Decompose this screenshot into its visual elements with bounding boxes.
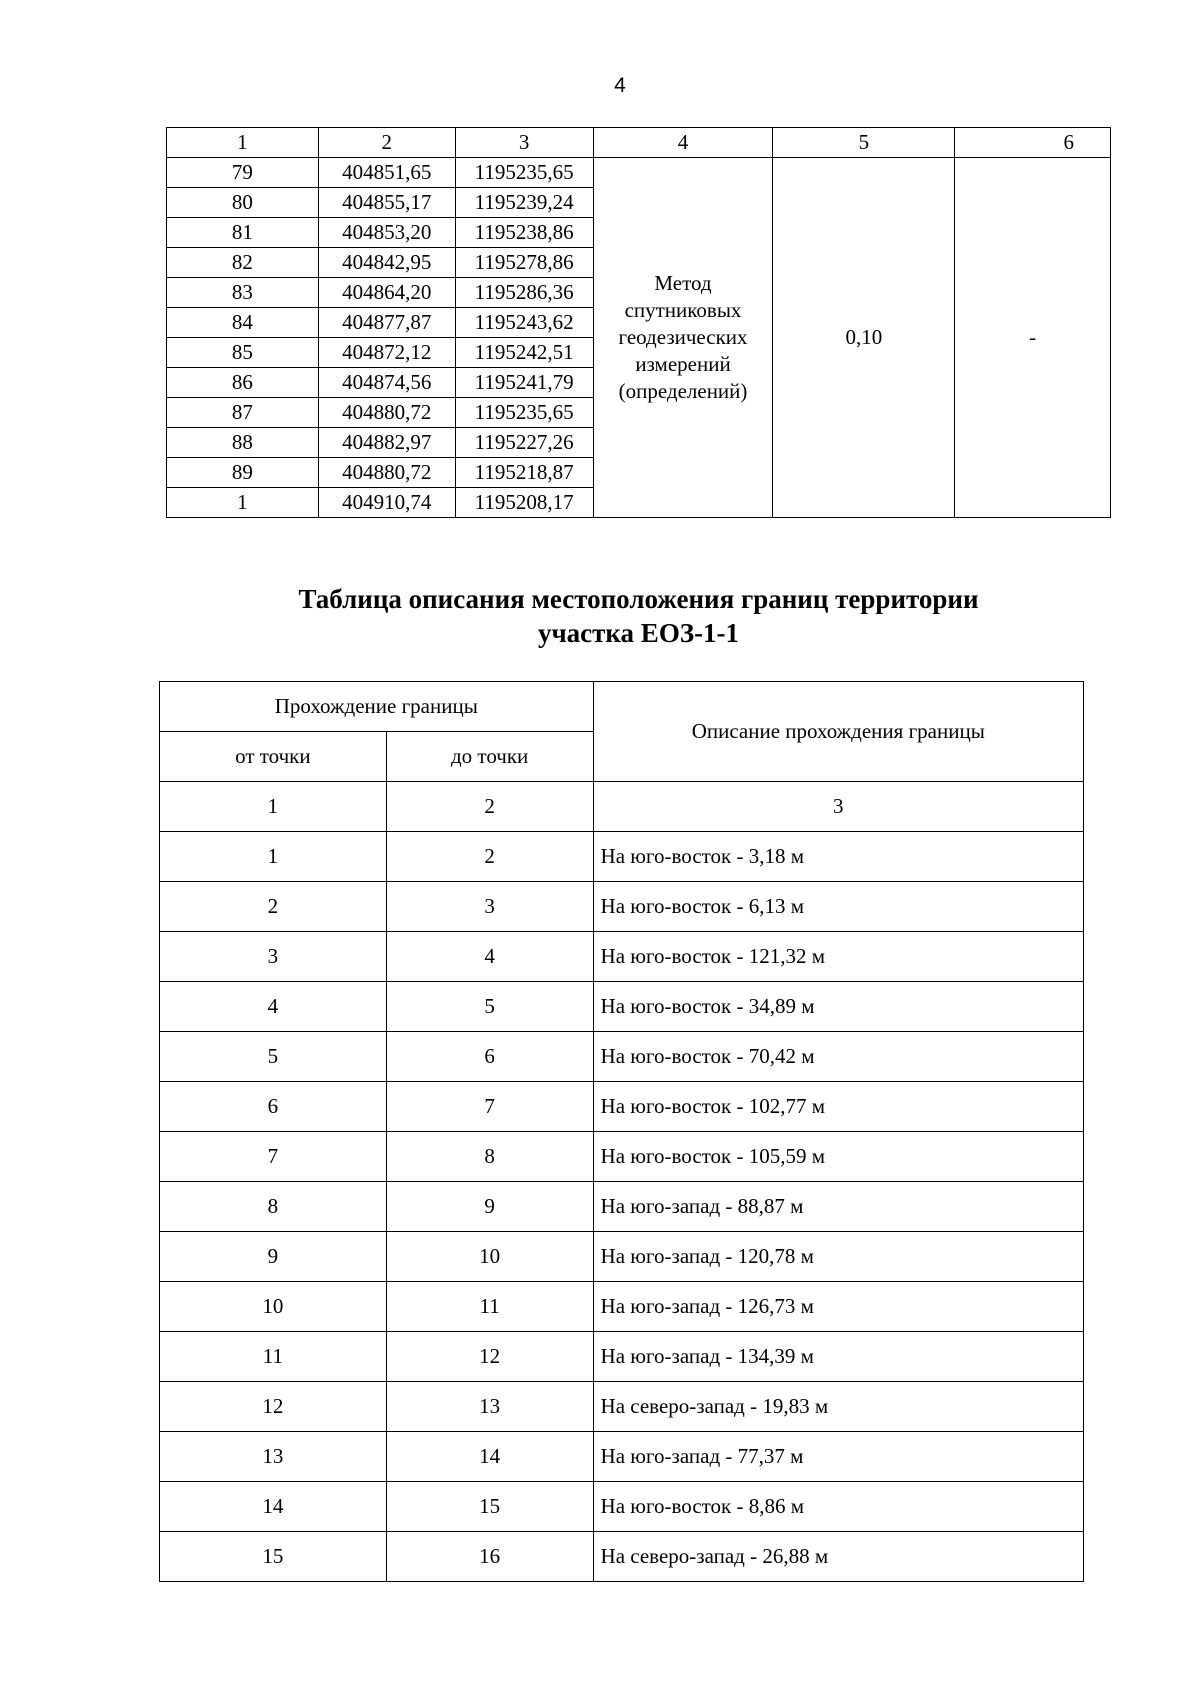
boundary-description: На юго-восток - 121,32 м [593, 932, 1083, 982]
point-number: 85 [167, 338, 319, 368]
from-point: 7 [160, 1132, 387, 1182]
to-point: 14 [386, 1432, 593, 1482]
to-point: 15 [386, 1482, 593, 1532]
x-coordinate: 404872,12 [318, 338, 455, 368]
y-coordinate: 1195218,87 [455, 458, 593, 488]
from-point: 6 [160, 1082, 387, 1132]
boundary-description: На юго-восток - 34,89 м [593, 982, 1083, 1032]
from-point: 4 [160, 982, 387, 1032]
boundary-description: На юго-восток - 8,86 м [593, 1482, 1083, 1532]
boundary-description: На юго-восток - 3,18 м [593, 832, 1083, 882]
column-number: 6 [955, 128, 1111, 158]
to-point: 3 [386, 882, 593, 932]
boundary-description: На юго-запад - 88,87 м [593, 1182, 1083, 1232]
to-point: 7 [386, 1082, 593, 1132]
title-line-1: Таблица описания местоположения границ территории [298, 584, 979, 614]
boundary-row [160, 1182, 1084, 1232]
x-coordinate: 404877,87 [318, 308, 455, 338]
point-number: 1 [167, 488, 319, 518]
method-line: спутниковых [624, 298, 742, 322]
x-coordinate: 404880,72 [318, 458, 455, 488]
point-number: 80 [167, 188, 319, 218]
boundary-description: На юго-восток - 70,42 м [593, 1032, 1083, 1082]
method-line: геодезических [618, 325, 748, 349]
y-coordinate: 1195238,86 [455, 218, 593, 248]
coordinates-table [166, 127, 1111, 518]
from-point: 9 [160, 1232, 387, 1282]
to-point-header: до точки [386, 732, 593, 782]
title-line-2: участка ЕОЗ-1-1 [537, 618, 740, 648]
to-point: 4 [386, 932, 593, 982]
boundary-row [160, 1032, 1084, 1082]
to-point: 16 [386, 1532, 593, 1582]
y-coordinate: 1195278,86 [455, 248, 593, 278]
coordinates-header-row [167, 128, 1111, 158]
point-number: 86 [167, 368, 319, 398]
boundary-description: На юго-запад - 77,37 м [593, 1432, 1083, 1482]
y-coordinate: 1195241,79 [455, 368, 593, 398]
column-number: 3 [593, 782, 1083, 832]
method-line: Метод [654, 271, 712, 295]
from-point: 10 [160, 1282, 387, 1332]
y-coordinate: 1195227,26 [455, 428, 593, 458]
boundary-description: На юго-восток - 105,59 м [593, 1132, 1083, 1182]
coordinate-row [167, 158, 1111, 188]
y-coordinate: 1195242,51 [455, 338, 593, 368]
boundary-row [160, 1532, 1084, 1582]
from-point: 14 [160, 1482, 387, 1532]
to-point: 13 [386, 1382, 593, 1432]
x-coordinate: 404855,17 [318, 188, 455, 218]
method-line: (определений) [618, 379, 748, 403]
boundary-row [160, 1132, 1084, 1182]
boundary-row [160, 982, 1084, 1032]
from-point: 5 [160, 1032, 387, 1082]
from-point: 11 [160, 1332, 387, 1382]
passage-header: Прохождение границы [160, 682, 594, 732]
boundary-description: На юго-запад - 120,78 м [593, 1232, 1083, 1282]
measurement-method [593, 158, 773, 518]
to-point: 9 [386, 1182, 593, 1232]
boundary-row [160, 1232, 1084, 1282]
y-coordinate: 1195235,65 [455, 398, 593, 428]
x-coordinate: 404910,74 [318, 488, 455, 518]
point-number: 81 [167, 218, 319, 248]
point-number: 82 [167, 248, 319, 278]
column-number: 2 [318, 128, 455, 158]
column-number: 2 [386, 782, 593, 832]
to-point: 10 [386, 1232, 593, 1282]
y-coordinate: 1195208,17 [455, 488, 593, 518]
x-coordinate: 404842,95 [318, 248, 455, 278]
from-point: 8 [160, 1182, 387, 1232]
y-coordinate: 1195235,65 [455, 158, 593, 188]
boundary-row [160, 932, 1084, 982]
x-coordinate: 404853,20 [318, 218, 455, 248]
from-point: 13 [160, 1432, 387, 1482]
boundary-row [160, 882, 1084, 932]
to-point: 5 [386, 982, 593, 1032]
page-number: 4 [614, 74, 626, 97]
to-point: 8 [386, 1132, 593, 1182]
boundary-row [160, 1382, 1084, 1432]
y-coordinate: 1195239,24 [455, 188, 593, 218]
boundary-row [160, 1482, 1084, 1532]
x-coordinate: 404864,20 [318, 278, 455, 308]
boundary-header-row [160, 682, 1084, 732]
boundary-row [160, 832, 1084, 882]
to-point: 2 [386, 832, 593, 882]
from-point-header: от точки [160, 732, 387, 782]
column-number: 3 [455, 128, 593, 158]
point-number: 87 [167, 398, 319, 428]
x-coordinate: 404851,65 [318, 158, 455, 188]
point-number: 88 [167, 428, 319, 458]
from-point: 1 [160, 832, 387, 882]
y-coordinate: 1195243,62 [455, 308, 593, 338]
column-number: 5 [773, 128, 955, 158]
boundary-description: На юго-запад - 134,39 м [593, 1332, 1083, 1382]
boundary-row [160, 1282, 1084, 1332]
x-coordinate: 404882,97 [318, 428, 455, 458]
accuracy-value: 0,10 [773, 158, 955, 518]
point-number: 79 [167, 158, 319, 188]
to-point: 12 [386, 1332, 593, 1382]
boundary-description: На северо-запад - 19,83 м [593, 1382, 1083, 1432]
boundary-row [160, 1082, 1084, 1132]
boundary-description: На северо-запад - 26,88 м [593, 1532, 1083, 1582]
y-coordinate: 1195286,36 [455, 278, 593, 308]
boundary-table-title [166, 582, 1111, 650]
boundary-description: На юго-восток - 102,77 м [593, 1082, 1083, 1132]
point-number: 84 [167, 308, 319, 338]
boundary-column-numbers-row [160, 782, 1084, 832]
point-number: 89 [167, 458, 319, 488]
to-point: 11 [386, 1282, 593, 1332]
boundary-row [160, 1432, 1084, 1482]
column-number: 1 [160, 782, 387, 832]
boundary-description: На юго-запад - 126,73 м [593, 1282, 1083, 1332]
boundary-row [160, 1332, 1084, 1382]
description-header: Описание прохождения границы [593, 682, 1083, 782]
boundary-table-body [160, 682, 1084, 1582]
column-number: 4 [593, 128, 773, 158]
from-point: 2 [160, 882, 387, 932]
column-number: 1 [167, 128, 319, 158]
coordinates-table-body [167, 128, 1111, 518]
from-point: 12 [160, 1382, 387, 1432]
boundary-description: На юго-восток - 6,13 м [593, 882, 1083, 932]
to-point: 6 [386, 1032, 593, 1082]
from-point: 3 [160, 932, 387, 982]
column-6-value: - [955, 158, 1111, 518]
from-point: 15 [160, 1532, 387, 1582]
boundary-description-table [159, 681, 1084, 1582]
method-line: измерений [635, 352, 731, 376]
point-number: 83 [167, 278, 319, 308]
x-coordinate: 404880,72 [318, 398, 455, 428]
x-coordinate: 404874,56 [318, 368, 455, 398]
